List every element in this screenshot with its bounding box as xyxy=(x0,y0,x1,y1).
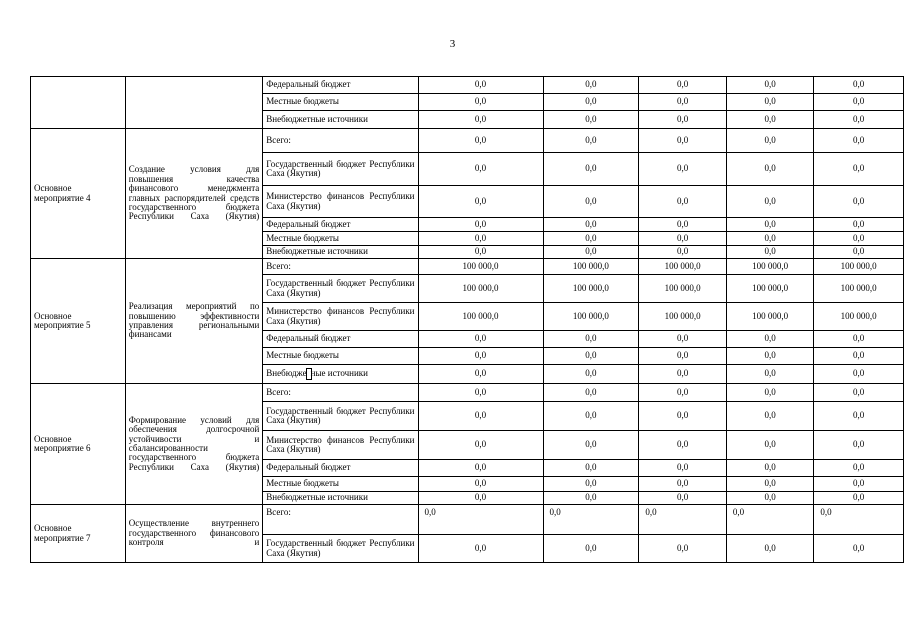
funding-source-cell: Всего: xyxy=(263,259,418,275)
funding-source-cell: Местные бюджеты xyxy=(263,348,418,365)
description-cell xyxy=(125,129,263,259)
value-cell: 0,0 xyxy=(543,77,639,94)
table-row xyxy=(31,77,904,94)
value-cell: 0,0 xyxy=(639,460,727,477)
funding-source-label: Государственный бюджет Республики Саха (Якутия) xyxy=(266,278,415,298)
value-cell: 0,0 xyxy=(543,153,639,186)
value-cell: 0,0 xyxy=(418,153,543,186)
value-cell: 100 000,0 xyxy=(639,275,727,303)
value-cell: 100 000,0 xyxy=(814,275,904,303)
value-cell: 100 000,0 xyxy=(726,303,814,331)
description-text: Формирование условий для обеспечения долгосрочной устойчивости и сбалансированности государственного бюджета Республики Саха (Якутия) xyxy=(128,414,260,472)
funding-source-label: Государственный бюджет Республики Саха (Якутия) xyxy=(266,158,415,178)
value-cell: 0,0 xyxy=(639,153,727,186)
description-cell xyxy=(125,505,263,563)
value-cell: 0,0 xyxy=(639,535,727,563)
value-cell: 0,0 xyxy=(726,186,814,218)
value-cell: 0,0 xyxy=(726,492,814,505)
value-cell: 0,0 xyxy=(726,348,814,365)
funding-source-cell: Внебюджетные источники xyxy=(263,246,418,259)
funding-source-label: Министерство финансов Республики Саха (Якутия) xyxy=(266,191,415,211)
value-cell: 100 000,0 xyxy=(543,275,639,303)
funding-source-cell xyxy=(263,535,418,563)
value-cell: 0,0 xyxy=(543,129,639,153)
value-cell: 0,0 xyxy=(543,535,639,563)
funding-source-cell: Внебюджетные источники xyxy=(263,492,418,505)
value-cell: 0,0 xyxy=(418,129,543,153)
funding-source-cell: Местные бюджеты xyxy=(263,477,418,492)
value-cell: 0,0 xyxy=(639,111,727,129)
value-cell: 0,0 xyxy=(418,505,543,535)
value-cell: 0,0 xyxy=(639,492,727,505)
value-cell: 0,0 xyxy=(639,246,727,259)
event-cell xyxy=(31,77,126,129)
value-cell: 0,0 xyxy=(814,232,904,246)
description-text: Осуществление внутреннего государственного финансового контроля и xyxy=(128,518,260,548)
value-cell: 0,0 xyxy=(418,535,543,563)
value-cell: 0,0 xyxy=(543,365,639,384)
value-cell: 0,0 xyxy=(639,186,727,218)
value-cell: 0,0 xyxy=(418,365,543,384)
table-row xyxy=(31,505,904,535)
funding-source-cell: Местные бюджеты xyxy=(263,232,418,246)
value-cell: 100 000,0 xyxy=(726,275,814,303)
value-cell: 0,0 xyxy=(726,218,814,232)
value-cell: 100 000,0 xyxy=(418,303,543,331)
value-cell: 0,0 xyxy=(814,186,904,218)
funding-source-cell xyxy=(263,153,418,186)
value-cell: 0,0 xyxy=(543,402,639,431)
value-cell: 0,0 xyxy=(543,505,639,535)
value-cell: 0,0 xyxy=(814,129,904,153)
funding-source-label: Государственный бюджет Республики Саха (Якутия) xyxy=(266,538,415,558)
funding-source-cell: Федеральный бюджет xyxy=(263,77,418,94)
value-cell: 0,0 xyxy=(418,348,543,365)
value-cell: 0,0 xyxy=(814,331,904,348)
value-cell: 0,0 xyxy=(543,186,639,218)
funding-source-cell xyxy=(263,275,418,303)
value-cell: 0,0 xyxy=(814,505,904,535)
value-cell: 0,0 xyxy=(418,186,543,218)
value-cell: 0,0 xyxy=(814,365,904,384)
funding-source-cell xyxy=(263,365,418,384)
funding-source-cell: Федеральный бюджет xyxy=(263,460,418,477)
value-cell: 0,0 xyxy=(726,477,814,492)
event-cell: Основное мероприятие 7 xyxy=(31,505,126,563)
value-cell: 0,0 xyxy=(418,232,543,246)
value-cell: 100 000,0 xyxy=(418,259,543,275)
value-cell: 0,0 xyxy=(814,77,904,94)
value-cell: 0,0 xyxy=(543,384,639,402)
table-row xyxy=(31,129,904,153)
value-cell: 0,0 xyxy=(418,331,543,348)
value-cell: 0,0 xyxy=(726,535,814,563)
value-cell: 0,0 xyxy=(726,77,814,94)
value-cell: 0,0 xyxy=(418,77,543,94)
value-cell: 0,0 xyxy=(639,431,727,460)
value-cell: 100 000,0 xyxy=(726,259,814,275)
value-cell: 0,0 xyxy=(814,535,904,563)
value-cell: 0,0 xyxy=(814,460,904,477)
value-cell: 0,0 xyxy=(418,94,543,111)
value-cell: 0,0 xyxy=(814,218,904,232)
value-cell: 0,0 xyxy=(418,460,543,477)
value-cell: 0,0 xyxy=(418,246,543,259)
value-cell: 0,0 xyxy=(814,246,904,259)
value-cell: 0,0 xyxy=(543,218,639,232)
event-cell: Основное мероприятие 6 xyxy=(31,384,126,505)
value-cell: 100 000,0 xyxy=(814,259,904,275)
funding-source-cell: Федеральный бюджет xyxy=(263,218,418,232)
value-cell: 0,0 xyxy=(418,402,543,431)
value-cell: 0,0 xyxy=(639,505,727,535)
funding-source-cell xyxy=(263,303,418,331)
value-cell: 100 000,0 xyxy=(543,259,639,275)
value-cell: 0,0 xyxy=(814,384,904,402)
value-cell: 0,0 xyxy=(726,365,814,384)
event-cell: Основное мероприятие 4 xyxy=(31,129,126,259)
value-cell: 0,0 xyxy=(543,460,639,477)
value-cell: 0,0 xyxy=(726,402,814,431)
value-cell: 0,0 xyxy=(418,431,543,460)
description-cell xyxy=(125,77,263,129)
value-cell: 0,0 xyxy=(418,111,543,129)
page-number: 3 xyxy=(449,38,456,50)
value-cell: 0,0 xyxy=(543,477,639,492)
funding-source-label-a: Внебюдже xyxy=(266,368,307,379)
value-cell: 0,0 xyxy=(639,331,727,348)
funding-source-cell: Местные бюджеты xyxy=(263,94,418,111)
value-cell: 0,0 xyxy=(639,94,727,111)
value-cell: 0,0 xyxy=(726,153,814,186)
funding-source-cell: Всего: xyxy=(263,505,418,535)
value-cell: 0,0 xyxy=(543,492,639,505)
value-cell: 100 000,0 xyxy=(418,275,543,303)
value-cell: 0,0 xyxy=(814,402,904,431)
value-cell: 0,0 xyxy=(814,492,904,505)
value-cell: 0,0 xyxy=(726,460,814,477)
value-cell: 0,0 xyxy=(726,246,814,259)
funding-source-cell xyxy=(263,402,418,431)
funding-source-cell xyxy=(263,186,418,218)
value-cell: 0,0 xyxy=(639,402,727,431)
value-cell: 0,0 xyxy=(726,505,814,535)
value-cell: 0,0 xyxy=(639,232,727,246)
value-cell: 0,0 xyxy=(418,477,543,492)
value-cell: 0,0 xyxy=(814,348,904,365)
funding-source-label: Министерство финансов Республики Саха (Якутия) xyxy=(266,434,415,454)
value-cell: 0,0 xyxy=(726,94,814,111)
funding-source-cell xyxy=(263,431,418,460)
description-cell xyxy=(125,384,263,505)
value-cell: 0,0 xyxy=(814,153,904,186)
table-row xyxy=(31,384,904,402)
value-cell: 0,0 xyxy=(543,94,639,111)
value-cell: 0,0 xyxy=(418,218,543,232)
value-cell: 100 000,0 xyxy=(639,303,727,331)
value-cell: 0,0 xyxy=(814,111,904,129)
value-cell: 0,0 xyxy=(726,384,814,402)
value-cell: 0,0 xyxy=(639,348,727,365)
funding-source-label-b: ные источники xyxy=(310,368,368,379)
value-cell: 0,0 xyxy=(726,331,814,348)
funding-source-label: Государственный бюджет Республики Саха (Якутия) xyxy=(266,405,415,425)
value-cell: 100 000,0 xyxy=(639,259,727,275)
value-cell: 100 000,0 xyxy=(543,303,639,331)
value-cell: 0,0 xyxy=(639,365,727,384)
value-cell: 0,0 xyxy=(543,111,639,129)
table-row xyxy=(31,259,904,275)
value-cell: 100 000,0 xyxy=(814,303,904,331)
funding-source-cell: Всего: xyxy=(263,384,418,402)
value-cell: 0,0 xyxy=(726,431,814,460)
funding-source-cell: Внебюджетные источники xyxy=(263,111,418,129)
budget-table xyxy=(30,76,904,563)
value-cell: 0,0 xyxy=(814,477,904,492)
value-cell: 0,0 xyxy=(543,431,639,460)
event-cell: Основное мероприятие 5 xyxy=(31,259,126,384)
value-cell: 0,0 xyxy=(814,94,904,111)
value-cell: 0,0 xyxy=(639,384,727,402)
value-cell: 0,0 xyxy=(418,492,543,505)
value-cell: 0,0 xyxy=(543,331,639,348)
value-cell: 0,0 xyxy=(726,111,814,129)
description-text: Реализация мероприятий по повышению эффективности управления региональными финансами xyxy=(128,301,260,340)
value-cell: 0,0 xyxy=(543,246,639,259)
value-cell: 0,0 xyxy=(543,232,639,246)
value-cell: 0,0 xyxy=(639,129,727,153)
value-cell: 0,0 xyxy=(639,218,727,232)
funding-source-label: Министерство финансов Республики Саха (Якутия) xyxy=(266,306,415,326)
description-text: Создание условия для повышения качества финансового менеджмента главных распорядителей средств государственного бюджета Республики Саха (Якутия) xyxy=(128,164,260,222)
description-cell xyxy=(125,259,263,384)
value-cell: 0,0 xyxy=(418,384,543,402)
value-cell: 0,0 xyxy=(639,477,727,492)
funding-source-cell: Всего: xyxy=(263,129,418,153)
value-cell: 0,0 xyxy=(726,129,814,153)
value-cell: 0,0 xyxy=(543,348,639,365)
value-cell: 0,0 xyxy=(639,77,727,94)
value-cell: 0,0 xyxy=(726,232,814,246)
value-cell: 0,0 xyxy=(814,431,904,460)
funding-source-cell: Федеральный бюджет xyxy=(263,331,418,348)
